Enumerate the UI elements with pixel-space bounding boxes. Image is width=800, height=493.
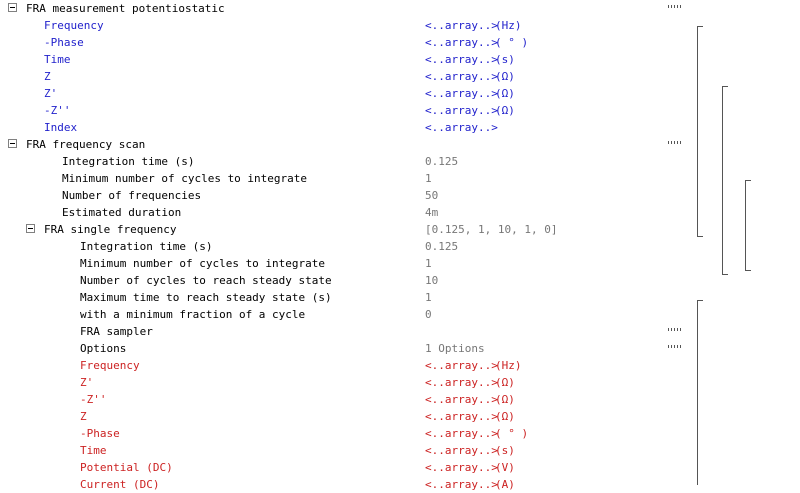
dotted-grid-glyph bbox=[668, 345, 682, 351]
tree-row-label: Minimum number of cycles to integrate bbox=[80, 257, 326, 270]
tree-row[interactable] bbox=[0, 323, 800, 340]
tree-row-label: Minimum number of cycles to integrate bbox=[62, 172, 308, 185]
tree-row[interactable] bbox=[0, 221, 800, 238]
tree-row-label: Time bbox=[80, 444, 107, 457]
tree-row-value[interactable]: <..array..> bbox=[425, 36, 498, 49]
tree-row-label: Potential (DC) bbox=[80, 461, 173, 474]
tree-row[interactable] bbox=[0, 374, 800, 391]
tree-row-label: Index bbox=[44, 121, 78, 134]
tree-row[interactable] bbox=[0, 68, 800, 85]
tree-row[interactable] bbox=[0, 289, 800, 306]
tree-row[interactable] bbox=[0, 0, 800, 17]
tree-row-value[interactable]: 1 Options bbox=[425, 342, 485, 355]
tree-row-label: -Z'' bbox=[80, 393, 107, 406]
tree-row-label: FRA measurement potentiostatic bbox=[26, 2, 225, 15]
tree-row-unit: (s) bbox=[495, 53, 515, 66]
tree-row-value[interactable]: <..array..> bbox=[425, 461, 498, 474]
row-options-icon[interactable] bbox=[668, 136, 682, 153]
row-options-icon[interactable] bbox=[668, 0, 682, 17]
tree-row[interactable] bbox=[0, 136, 800, 153]
tree-row[interactable] bbox=[0, 17, 800, 34]
tree-row[interactable] bbox=[0, 51, 800, 68]
tree-row-value[interactable]: <..array..> bbox=[425, 359, 498, 372]
tree-row-label: Estimated duration bbox=[62, 206, 182, 219]
tree-row-label: -Phase bbox=[80, 427, 120, 440]
tree-row-value[interactable]: <..array..> bbox=[425, 19, 498, 32]
tree-row-unit: (Ω) bbox=[495, 410, 515, 423]
tree-row[interactable] bbox=[0, 153, 800, 170]
tree-row-label: Integration time (s) bbox=[62, 155, 195, 168]
tree-row-unit: (A) bbox=[495, 478, 515, 491]
tree-row-label: Z bbox=[80, 410, 87, 423]
tree-row[interactable] bbox=[0, 408, 800, 425]
tree-row-value[interactable]: 50 bbox=[425, 189, 439, 202]
tree-row-unit: (Ω) bbox=[495, 376, 515, 389]
tree-row-label: Number of cycles to reach steady state bbox=[80, 274, 332, 287]
tree-row-value[interactable]: 1 bbox=[425, 291, 432, 304]
tree-row[interactable] bbox=[0, 102, 800, 119]
tree-row-value[interactable]: <..array..> bbox=[425, 393, 498, 406]
tree-row[interactable] bbox=[0, 340, 800, 357]
tree-row-value[interactable]: 1 bbox=[425, 257, 432, 270]
tree-row[interactable] bbox=[0, 204, 800, 221]
tree-row-label: Current (DC) bbox=[80, 478, 160, 491]
tree-row[interactable] bbox=[0, 255, 800, 272]
tree-row-unit: (Ω) bbox=[495, 104, 515, 117]
tree-row[interactable] bbox=[0, 459, 800, 476]
tree-row-value[interactable]: 0 bbox=[425, 308, 432, 321]
tree-row[interactable] bbox=[0, 34, 800, 51]
tree-row-unit: (V) bbox=[495, 461, 515, 474]
collapse-node-icon[interactable] bbox=[8, 139, 17, 148]
tree-row-label: Maximum time to reach steady state (s) bbox=[80, 291, 332, 304]
tree-row[interactable] bbox=[0, 119, 800, 136]
tree-row-unit: (Ω) bbox=[495, 393, 515, 406]
tree-row-value[interactable]: [0.125, 1, 10, 1, 0] bbox=[425, 223, 558, 236]
tree-row-unit: ( ° ) bbox=[495, 427, 529, 440]
tree-row-label: FRA single frequency bbox=[44, 223, 177, 236]
tree-row-label: Options bbox=[80, 342, 127, 355]
row-options-icon[interactable] bbox=[668, 340, 682, 357]
tree-row[interactable] bbox=[0, 238, 800, 255]
tree-row-value[interactable]: <..array..> bbox=[425, 444, 498, 457]
collapse-node-icon[interactable] bbox=[8, 3, 17, 12]
tree-row[interactable] bbox=[0, 442, 800, 459]
tree-row-label: FRA sampler bbox=[80, 325, 153, 338]
tree-row[interactable] bbox=[0, 425, 800, 442]
tree-row-value[interactable]: <..array..> bbox=[425, 410, 498, 423]
tree-row-unit: (Ω) bbox=[495, 87, 515, 100]
tree-row-value[interactable]: 0.125 bbox=[425, 155, 459, 168]
tree-row-label: Frequency bbox=[80, 359, 140, 372]
tree-row-unit: ( ° ) bbox=[495, 36, 529, 49]
tree-row[interactable] bbox=[0, 391, 800, 408]
tree-row[interactable] bbox=[0, 170, 800, 187]
tree-row[interactable] bbox=[0, 306, 800, 323]
tree-row-value[interactable]: <..array..> bbox=[425, 87, 498, 100]
tree-row-label: -Z'' bbox=[44, 104, 71, 117]
tree-row-label: with a minimum fraction of a cycle bbox=[80, 308, 306, 321]
tree-row[interactable] bbox=[0, 272, 800, 289]
tree-row-value[interactable]: 1 bbox=[425, 172, 432, 185]
tree-row-value[interactable]: <..array..> bbox=[425, 478, 498, 491]
tree-row-value[interactable]: <..array..> bbox=[425, 53, 498, 66]
dotted-grid-glyph bbox=[668, 5, 682, 11]
tree-row-value[interactable]: 4m bbox=[425, 206, 439, 219]
tree-row-label: -Phase bbox=[44, 36, 84, 49]
tree-row-label: Time bbox=[44, 53, 71, 66]
tree-row[interactable] bbox=[0, 187, 800, 204]
tree-row-value[interactable]: <..array..> bbox=[425, 70, 498, 83]
tree-row-label: Number of frequencies bbox=[62, 189, 202, 202]
tree-row-label: Z' bbox=[44, 87, 58, 100]
dotted-grid-glyph bbox=[668, 141, 682, 147]
tree-row-label: Integration time (s) bbox=[80, 240, 213, 253]
collapse-node-icon[interactable] bbox=[26, 224, 35, 233]
tree-row[interactable] bbox=[0, 85, 800, 102]
tree-row-label: Z' bbox=[80, 376, 94, 389]
tree-row-label: Z bbox=[44, 70, 51, 83]
tree-row-value[interactable]: <..array..> bbox=[425, 104, 498, 117]
tree-row-unit: (Ω) bbox=[495, 70, 515, 83]
tree-row[interactable] bbox=[0, 357, 800, 374]
tree-row-label: FRA frequency scan bbox=[26, 138, 146, 151]
tree-row-value[interactable]: 10 bbox=[425, 274, 439, 287]
row-options-icon[interactable] bbox=[668, 323, 682, 340]
tree-row-value[interactable]: <..array..> bbox=[425, 427, 498, 440]
tree-row-value[interactable]: <..array..> bbox=[425, 376, 498, 389]
tree-row-unit: (s) bbox=[495, 444, 515, 457]
dotted-grid-glyph bbox=[668, 328, 682, 334]
tree-row-unit: (Hz) bbox=[495, 19, 522, 32]
tree-row-label: Frequency bbox=[44, 19, 104, 32]
tree-row-value[interactable]: 0.125 bbox=[425, 240, 459, 253]
tree-row-unit: (Hz) bbox=[495, 359, 522, 372]
tree-row-value[interactable]: <..array..> bbox=[425, 121, 498, 134]
